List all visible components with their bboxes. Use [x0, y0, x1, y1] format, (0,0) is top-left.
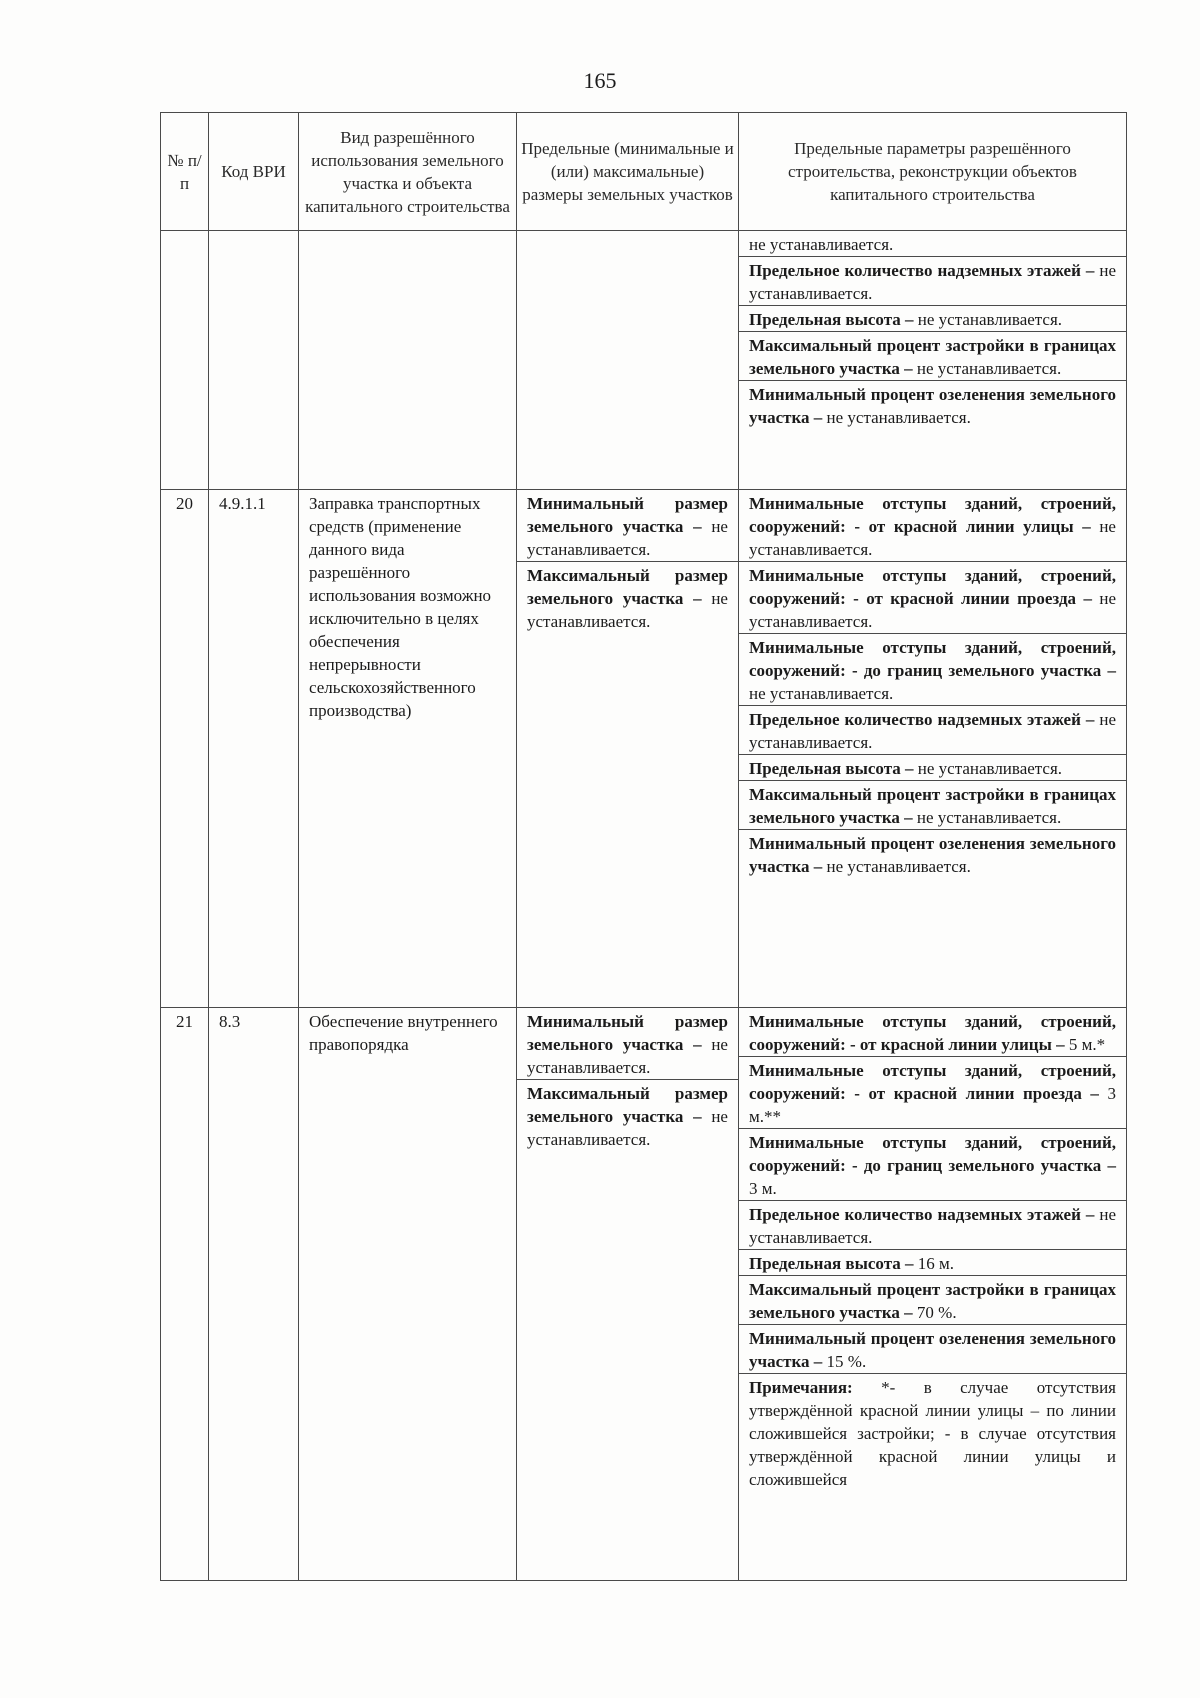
param-label: Минимальный размер земельного участка –	[527, 1012, 728, 1054]
param-block	[739, 1129, 1126, 1201]
param-block	[739, 231, 1126, 257]
page-number: 165	[583, 68, 617, 93]
param-value: не устанавливается.	[749, 589, 1116, 631]
sizes-list	[517, 490, 738, 1007]
param-value: не устанавливается.	[527, 1107, 728, 1149]
param-value: 5 м.*	[1064, 1035, 1106, 1054]
header-kind: Вид разрешённого использования земельного участка и объекта капитального строительства	[299, 113, 517, 231]
zoning-table	[160, 112, 1127, 1581]
param-label: Минимальный процент озеленения земельного участка –	[749, 834, 1116, 876]
table-header-row	[161, 113, 1127, 231]
param-block	[739, 781, 1126, 830]
param-label: Предельное количество надземных этажей –	[749, 261, 1095, 280]
param-block	[739, 830, 1126, 1007]
param-value: не устанавливается.	[749, 710, 1116, 752]
param-block	[739, 634, 1126, 706]
param-block	[739, 332, 1126, 381]
param-block	[739, 257, 1126, 306]
param-block	[739, 1057, 1126, 1129]
param-value: не устанавливается.	[749, 1205, 1116, 1247]
param-label: Максимальный процент застройки в границах земельного участка –	[749, 1280, 1116, 1322]
header-code: Код ВРИ	[209, 113, 299, 231]
param-label: Минимальные отступы зданий, строений, сооружений: - от красной линии проезда –	[749, 1061, 1116, 1103]
params-list	[739, 490, 1126, 1007]
param-block	[739, 1201, 1126, 1250]
param-label: Минимальные отступы зданий, строений, сооружений: - от красной линии проезда –	[749, 566, 1116, 608]
param-label: Предельная высота –	[749, 759, 914, 778]
table-row-continuation	[161, 231, 1127, 490]
param-value: 3 м.	[749, 1179, 777, 1198]
param-label: Минимальные отступы зданий, строений, сооружений: - до границ земельного участка –	[749, 1133, 1116, 1175]
row-code: 8.3	[209, 1008, 299, 1581]
param-label: Предельная высота –	[749, 310, 914, 329]
param-block	[739, 490, 1126, 562]
param-value: не устанавливается.	[749, 517, 1116, 559]
param-value: не устанавливается.	[912, 359, 1062, 378]
row-code: 4.9.1.1	[209, 490, 299, 1008]
param-label: Минимальный процент озеленения земельного участка –	[749, 1329, 1116, 1371]
row-number: 21	[161, 1008, 209, 1581]
param-value: не устанавливается.	[913, 759, 1063, 778]
param-value: не устанавливается.	[527, 517, 728, 559]
param-value: 15 %.	[822, 1352, 867, 1371]
size-block	[517, 562, 738, 1007]
param-label: Минимальные отступы зданий, строений, сооружений: - от красной линии улицы –	[749, 1012, 1116, 1054]
params-list	[739, 1008, 1126, 1580]
param-label: Минимальный процент озеленения земельного участка –	[749, 385, 1116, 427]
param-value: 16 м.	[913, 1254, 955, 1273]
param-value: не устанавливается.	[913, 310, 1063, 329]
table-row	[161, 490, 1127, 1008]
param-value: не устанавливается.	[749, 684, 894, 703]
row-number: 20	[161, 490, 209, 1008]
param-value: не устанавливается.	[822, 857, 971, 876]
header-num: № п/п	[161, 113, 209, 231]
header-sizes: Предельные (минимальные и (или) максимальные) размеры земельных участков	[517, 113, 739, 231]
param-block	[739, 1374, 1126, 1580]
param-block	[739, 1250, 1126, 1276]
param-label: Предельное количество надземных этажей –	[749, 710, 1095, 729]
param-label: Предельное количество надземных этажей –	[749, 1205, 1095, 1224]
param-label: Максимальный процент застройки в границах земельного участка –	[749, 785, 1116, 827]
size-block	[517, 1008, 738, 1080]
row-kind: Обеспечение внутреннего правопорядка	[299, 1008, 517, 1581]
param-block	[739, 1008, 1126, 1057]
param-label: Примечания:	[749, 1378, 853, 1397]
param-value: 70 %.	[912, 1303, 957, 1322]
param-block	[739, 306, 1126, 332]
header-params: Предельные параметры разрешённого строительства, реконструкции объектов капитального строительства	[739, 113, 1127, 231]
row-kind: Заправка транспортных средств (применение данного вида разрешённого использования возможно исключительно в целях обеспечения непрерывности сельскохозяйственного производства)	[299, 490, 517, 1008]
param-value: не устанавливается.	[749, 235, 894, 254]
param-value: не устанавливается.	[822, 408, 971, 427]
param-label: Минимальный размер земельного участка –	[527, 494, 728, 536]
params-list	[739, 231, 1126, 489]
param-label: Максимальный размер земельного участка –	[527, 1084, 728, 1126]
param-label: Минимальные отступы зданий, строений, сооружений: - до границ земельного участка –	[749, 638, 1116, 680]
param-block	[739, 755, 1126, 781]
param-block	[739, 381, 1126, 489]
sizes-list	[517, 1008, 738, 1580]
param-label: Минимальные отступы зданий, строений, сооружений: - от красной линии улицы –	[749, 494, 1116, 536]
param-block	[739, 1276, 1126, 1325]
size-block	[517, 490, 738, 562]
param-label: Предельная высота –	[749, 1254, 914, 1273]
param-block	[739, 1325, 1126, 1374]
param-value: *- в случае отсутствия утверждённой красной линии улицы – по линии сложившейся застройки; - в случае отсутствия утверждённой красной линии улицы и сложившейся	[749, 1378, 1116, 1489]
param-block	[739, 562, 1126, 634]
size-block	[517, 1080, 738, 1580]
param-label: Максимальный размер земельного участка –	[527, 566, 728, 608]
param-label: Максимальный процент застройки в границах земельного участка –	[749, 336, 1116, 378]
param-value: не устанавливается.	[527, 589, 728, 631]
param-block	[739, 706, 1126, 755]
param-value: 3 м.**	[749, 1084, 1116, 1126]
table-row	[161, 1008, 1127, 1581]
param-value: не устанавливается.	[912, 808, 1062, 827]
param-value: не устанавливается.	[749, 261, 1116, 303]
param-value: не устанавливается.	[527, 1035, 728, 1077]
